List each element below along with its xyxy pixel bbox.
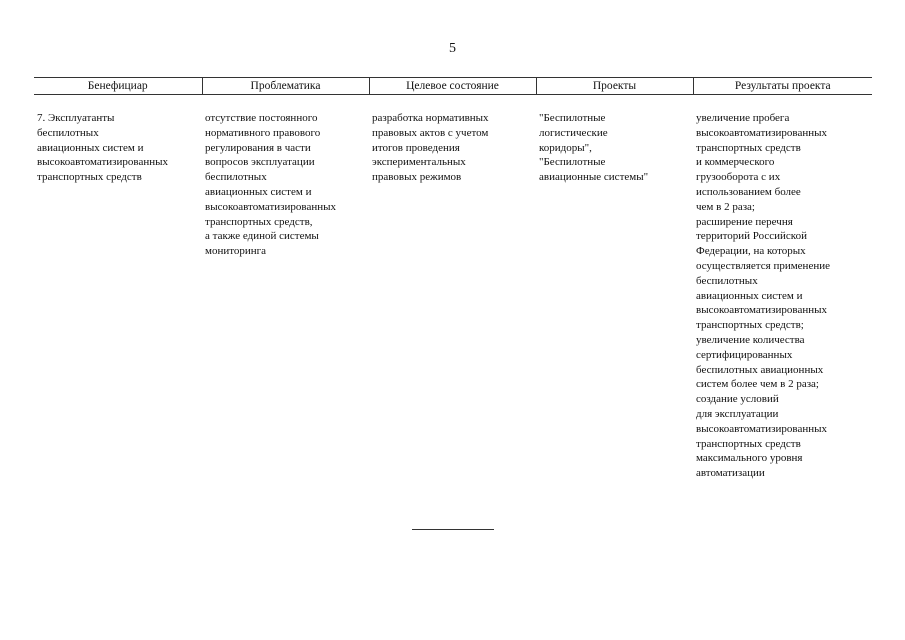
text-line: беспилотных [696, 274, 758, 287]
text-line: территорий Российской [696, 230, 807, 243]
text-line: транспортных средств [696, 437, 801, 450]
text-line: высокоавтоматизированных [696, 304, 828, 317]
text-line: осуществляется применение [696, 259, 830, 272]
text-line: расширение перечня [696, 215, 793, 228]
text-line: транспортных средств [37, 171, 142, 184]
header-projects: Проекты [536, 78, 693, 95]
text-line: отсутствие постоянного [205, 112, 318, 124]
header-target-state: Целевое состояние [369, 78, 536, 95]
text-line: беспилотных авиационных [696, 363, 824, 376]
text-line: чем в 2 раза; [696, 200, 755, 213]
header-beneficiary: Бенефициар [34, 78, 202, 95]
text-line: нормативного правового [205, 126, 321, 139]
footer-divider [412, 529, 494, 530]
text-line: "Беспилотные [539, 156, 606, 169]
text-line: Федерации, на которых [696, 245, 806, 258]
text-line: беспилотных [37, 126, 99, 139]
text-line: авиационные системы" [539, 171, 649, 184]
text-line: разработка нормативных [372, 112, 489, 124]
results-table [34, 77, 872, 481]
text-line: систем более чем в 2 раза; [696, 378, 819, 391]
cell-lines [34, 111, 202, 185]
text-line: высокоавтоматизированных [696, 126, 828, 139]
cell-lines [369, 111, 536, 185]
text-line: транспортных средств [696, 141, 801, 154]
text-line: высокоавтоматизированных [205, 200, 337, 213]
text-line: а также единой системы [205, 230, 319, 243]
text-line: вопросов эксплуатации [205, 156, 315, 169]
text-line: грузооборота с их [696, 171, 781, 184]
text-line: увеличение пробега [696, 112, 790, 124]
text-line: использованием более [696, 185, 801, 198]
text-line: авиационных систем и [205, 185, 312, 198]
text-line: правовых режимов [372, 171, 462, 184]
text-line: транспортных средств, [205, 215, 313, 228]
text-line: коридоры", [539, 141, 592, 154]
text-line: авиационных систем и [37, 141, 144, 154]
text-line: автоматизации [696, 467, 765, 480]
text-line: экспериментальных [372, 156, 466, 169]
cell-lines [202, 111, 369, 259]
text-line: мониторинга [205, 245, 267, 258]
text-line: высокоавтоматизированных [37, 156, 169, 169]
text-line: транспортных средств; [696, 319, 804, 332]
text-line: 7. Эксплуатанты [37, 112, 115, 124]
cell-beneficiary [34, 95, 202, 481]
cell-lines [693, 111, 872, 481]
text-line: сертифицированных [696, 348, 793, 361]
text-line: высокоавтоматизированных [696, 422, 828, 435]
page-number: 5 [449, 41, 456, 56]
text-line: "Беспилотные [539, 112, 606, 124]
cell-results [693, 95, 872, 481]
cell-target-state [369, 95, 536, 481]
text-line: беспилотных [205, 171, 267, 184]
cell-lines [536, 111, 693, 185]
header-row [34, 78, 872, 95]
text-line: регулирования в части [205, 141, 311, 154]
table-header [34, 78, 872, 95]
text-line: правовых актов с учетом [372, 126, 489, 139]
header-problem: Проблематика [202, 78, 369, 95]
text-line: создание условий [696, 393, 779, 406]
text-line: для эксплуатации [696, 407, 779, 420]
text-line: и коммерческого [696, 156, 775, 169]
cell-projects [536, 95, 693, 481]
text-line: итогов проведения [372, 141, 460, 154]
text-line: увеличение количества [696, 333, 805, 346]
text-line: максимального уровня [696, 452, 803, 465]
text-line: логистические [539, 126, 608, 139]
table-body [34, 95, 872, 481]
cell-problem [202, 95, 369, 481]
table-row [34, 95, 872, 481]
header-results: Результаты проекта [693, 78, 872, 95]
text-line: авиационных систем и [696, 289, 803, 302]
